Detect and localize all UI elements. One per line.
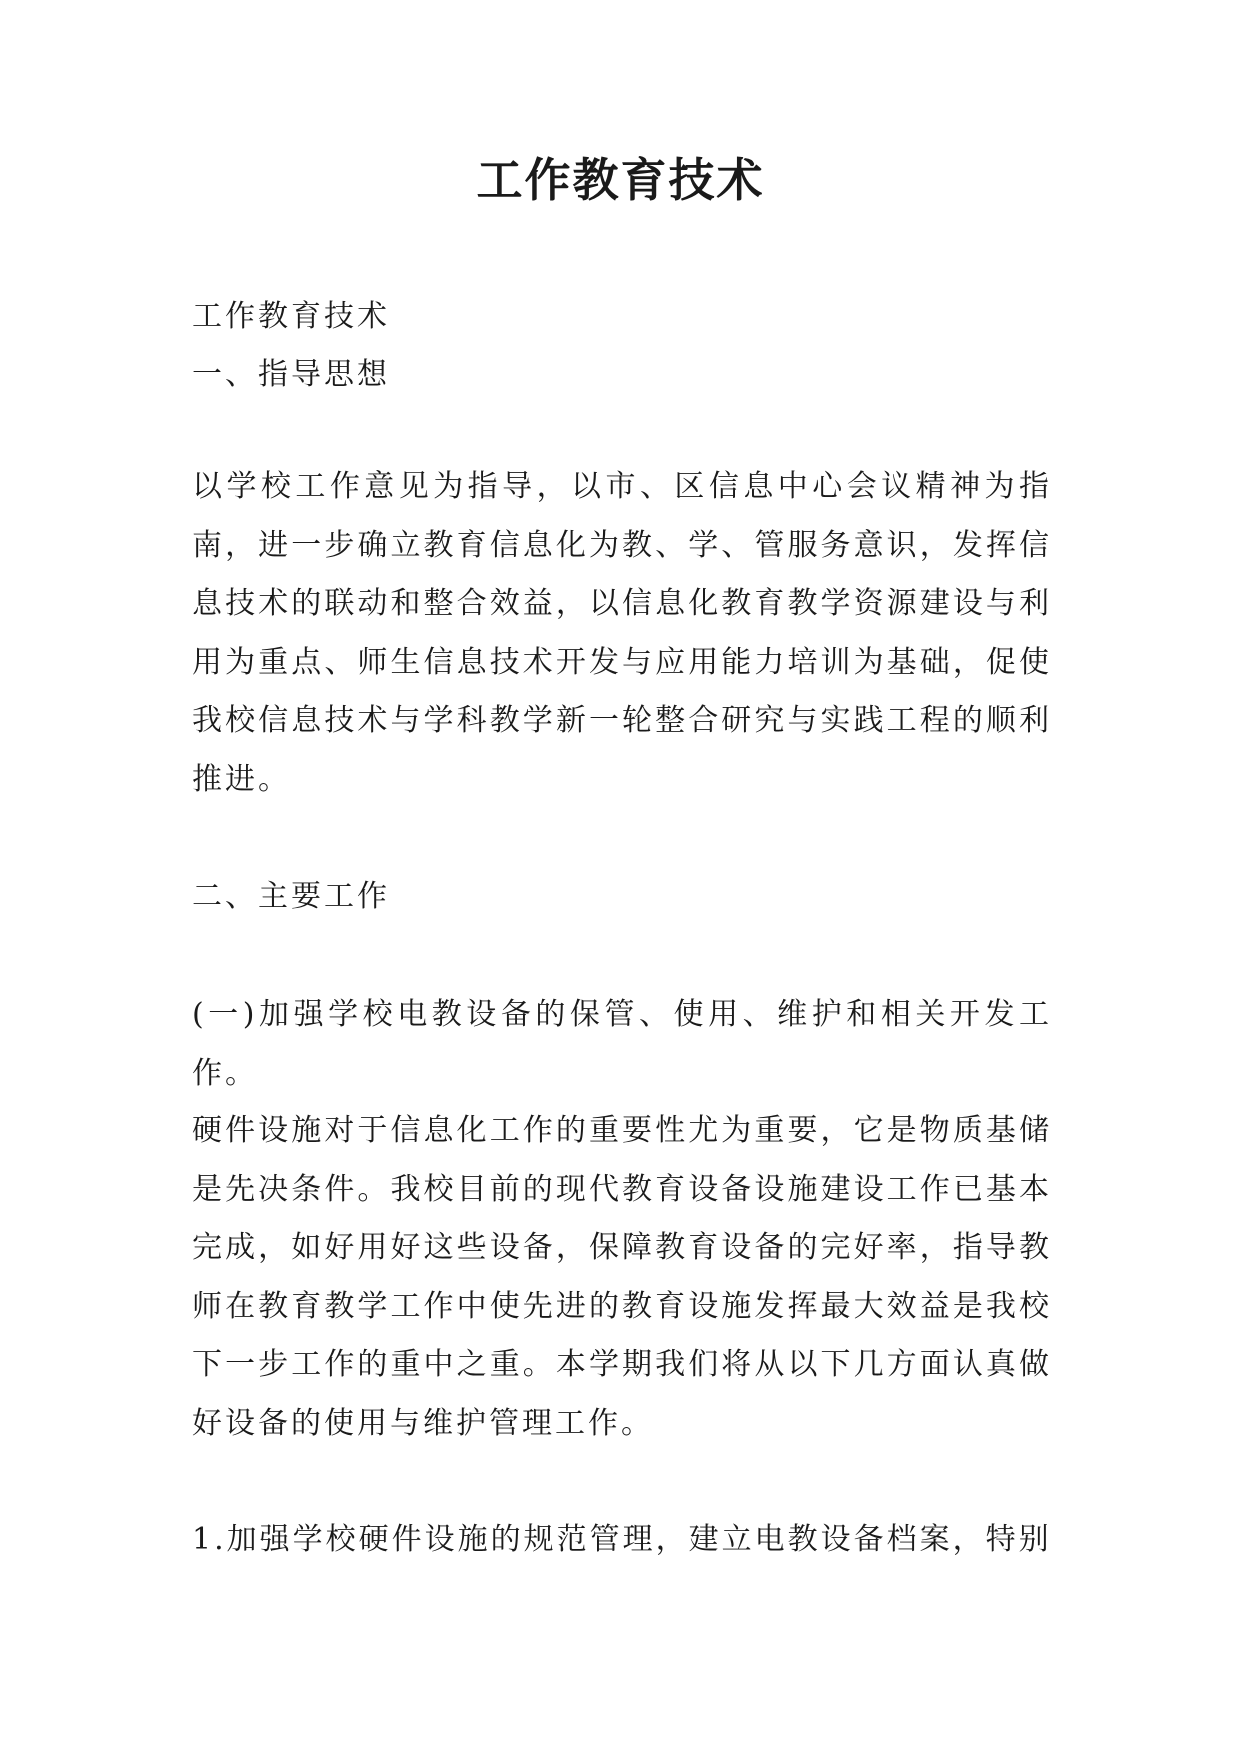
section-heading-guiding-ideology: 一、指导思想	[192, 357, 390, 392]
document-subtitle: 工作教育技术	[192, 299, 390, 334]
section-heading-main-work: 二、主要工作	[192, 879, 390, 914]
guiding-ideology-paragraph: 以学校工作意见为指导，以市、区信息中心会议精神为指南，进一步确立教育信息化为教、学、管服务意识，发挥信息技术的联动和整合效益，以信息化教育教学资源建设与利用为重点、师生信息技术开发与应用能力培训为基础，促使我校信息技术与学科教学新一轮整合研究与实践工程的顺利推进。	[192, 469, 1052, 797]
equipment-paragraph: 硬件设施对于信息化工作的重要性尤为重要，它是物质基储是先决条件。我校目前的现代教育设备设施建设工作已基本完成，如好用好这些设备，保障教育设备的完好率，指导教师在教育教学工作中使先进的教育设施发挥最大效益是我校下一步工作的重中之重。本学期我们将从以下几方面认真做好设备的使用与维护管理工作。	[192, 1113, 1052, 1441]
document-title: 工作教育技术	[476, 153, 765, 207]
list-item-1: 1.加强学校硬件设施的规范管理，建立电教设备档案，特别	[192, 1522, 1052, 1557]
subsection-heading-equipment: (一)加强学校电教设备的保管、使用、维护和相关开发工作。	[192, 997, 1052, 1091]
